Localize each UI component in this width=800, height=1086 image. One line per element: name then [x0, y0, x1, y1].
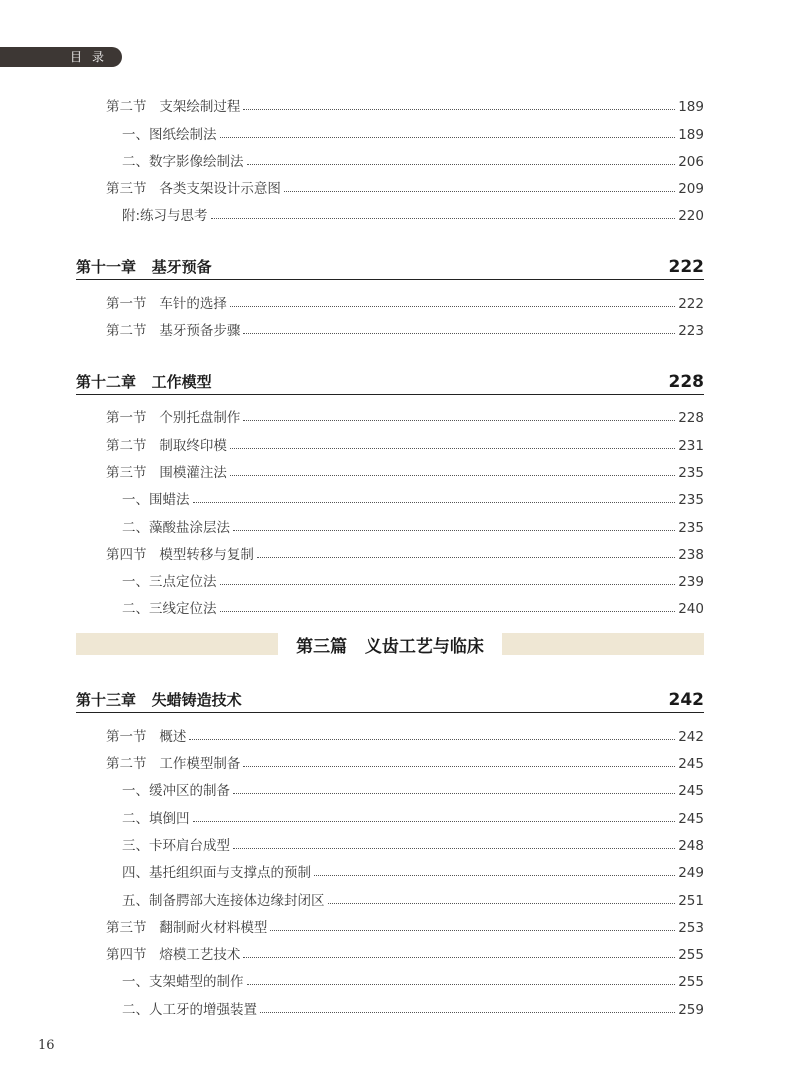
dot-leader: [243, 957, 675, 958]
toc-entry-sub[interactable]: [76, 481, 704, 508]
dot-leader: [233, 848, 675, 849]
table-of-contents: [76, 88, 704, 1018]
entry-title: 二、人工牙的增强装置: [122, 1001, 257, 1018]
banner-bar-right: [502, 633, 704, 655]
chapter-title: 第十二章 工作模型: [76, 373, 212, 392]
dot-leader: [284, 191, 675, 192]
dot-leader: [233, 530, 675, 531]
toc-entry-sub[interactable]: [76, 772, 704, 799]
dot-leader: [193, 502, 676, 503]
entry-page: 249: [678, 865, 704, 882]
entry-title: 第四节 熔模工艺技术: [106, 947, 241, 964]
toc-chapter[interactable]: [76, 236, 704, 280]
entry-title: 四、基托组织面与支撑点的预制: [122, 865, 311, 882]
entry-page: 245: [678, 756, 704, 773]
toc-entry-sub[interactable]: [76, 990, 704, 1017]
entry-title: 一、围蜡法: [122, 492, 190, 509]
entry-title: 一、图纸绘制法: [122, 126, 217, 143]
chapter-page: 228: [668, 372, 704, 393]
dot-leader: [189, 739, 675, 740]
entry-page: 259: [678, 1001, 704, 1018]
dot-leader: [260, 1012, 675, 1013]
dot-leader: [257, 557, 675, 558]
toc-entry-section[interactable]: [76, 399, 704, 426]
entry-title: 一、支架蜡型的制作: [122, 974, 244, 991]
dot-leader: [243, 420, 675, 421]
toc-chapter[interactable]: [76, 669, 704, 713]
toc-entry-section[interactable]: [76, 454, 704, 481]
entry-page: 209: [678, 181, 704, 198]
entry-title: 第一节 个别托盘制作: [106, 410, 241, 427]
entry-page: 189: [678, 99, 704, 116]
chapter-title: 第十一章 基牙预备: [76, 258, 212, 277]
dot-leader: [193, 821, 676, 822]
entry-title: 附:练习与思考: [122, 208, 208, 225]
entry-title: 二、数字影像绘制法: [122, 153, 244, 170]
entry-title: 一、三点定位法: [122, 574, 217, 591]
toc-entry-sub[interactable]: [76, 143, 704, 170]
toc-entry-sub[interactable]: [76, 590, 704, 617]
toc-entry-section[interactable]: [76, 284, 704, 311]
entry-title: 第三节 围模灌注法: [106, 464, 227, 481]
toc-entry-sub[interactable]: [76, 854, 704, 881]
entry-page: 220: [678, 208, 704, 225]
toc-entry-section[interactable]: [76, 909, 704, 936]
dot-leader: [243, 109, 675, 110]
entry-page: 251: [678, 892, 704, 909]
toc-entry-section[interactable]: [76, 936, 704, 963]
entry-title: 第一节 概述: [106, 728, 187, 745]
entry-page: 235: [678, 519, 704, 536]
entry-page: 189: [678, 126, 704, 143]
entry-title: 第二节 工作模型制备: [106, 756, 241, 773]
entry-page: 253: [678, 919, 704, 936]
toc-entry-section[interactable]: [76, 426, 704, 453]
toc-entry-sub[interactable]: [76, 508, 704, 535]
entry-title: 一、缓冲区的制备: [122, 783, 230, 800]
part-title: 第三篇 义齿工艺与临床: [296, 636, 484, 657]
dot-leader: [220, 611, 676, 612]
entry-page: 223: [678, 323, 704, 340]
dot-leader: [314, 875, 675, 876]
entry-title: 第二节 基牙预备步骤: [106, 323, 241, 340]
toc-entry-sub[interactable]: [76, 881, 704, 908]
toc-entry-section[interactable]: [76, 88, 704, 115]
dot-leader: [328, 903, 676, 904]
entry-page: 248: [678, 837, 704, 854]
dot-leader: [247, 164, 676, 165]
entry-title: 第二节 支架绘制过程: [106, 99, 241, 116]
toc-entry-sub[interactable]: [76, 563, 704, 590]
toc-entry-sub[interactable]: [76, 799, 704, 826]
toc-chapter[interactable]: [76, 351, 704, 395]
toc-entry-note[interactable]: [76, 197, 704, 224]
toc-entry-section[interactable]: [76, 536, 704, 563]
entry-page: 242: [678, 728, 704, 745]
entry-title: 第一节 车针的选择: [106, 295, 227, 312]
toc-entry-sub[interactable]: [76, 827, 704, 854]
page-number: 16: [38, 1038, 55, 1053]
entry-page: 239: [678, 574, 704, 591]
dot-leader: [243, 333, 675, 334]
dot-leader: [230, 306, 675, 307]
dot-leader: [270, 930, 675, 931]
chapter-title: 第十三章 失蜡铸造技术: [76, 691, 242, 710]
entry-title: 二、三线定位法: [122, 601, 217, 618]
entry-page: 238: [678, 546, 704, 563]
entry-page: 231: [678, 437, 704, 454]
entry-title: 第三节 各类支架设计示意图: [106, 181, 281, 198]
banner-bar-left: [76, 633, 278, 655]
entry-title: 第二节 制取终印模: [106, 437, 227, 454]
entry-title: 第四节 模型转移与复制: [106, 546, 254, 563]
toc-entry-section[interactable]: [76, 312, 704, 339]
entry-title: 二、藻酸盐涂层法: [122, 519, 230, 536]
dot-leader: [211, 218, 676, 219]
entry-title: 第三节 翻制耐火材料模型: [106, 919, 268, 936]
entry-page: 255: [678, 974, 704, 991]
dot-leader: [220, 137, 676, 138]
toc-entry-section[interactable]: [76, 717, 704, 744]
entry-page: 228: [678, 410, 704, 427]
header-tab: [0, 47, 122, 67]
dot-leader: [247, 984, 676, 985]
entry-page: 245: [678, 783, 704, 800]
dot-leader: [243, 766, 675, 767]
entry-page: 240: [678, 601, 704, 618]
entry-title: 五、制备腭部大连接体边缘封闭区: [122, 892, 325, 909]
toc-entry-section[interactable]: [76, 745, 704, 772]
header-title: 目录: [70, 50, 115, 64]
entry-page: 222: [678, 295, 704, 312]
entry-page: 255: [678, 947, 704, 964]
entry-page: 235: [678, 492, 704, 509]
toc-entry-sub[interactable]: [76, 963, 704, 990]
entry-page: 235: [678, 464, 704, 481]
toc-part-banner: [76, 631, 704, 657]
entry-title: 三、卡环肩台成型: [122, 837, 230, 854]
chapter-page: 222: [668, 257, 704, 278]
chapter-page: 242: [668, 690, 704, 711]
dot-leader: [230, 448, 675, 449]
toc-entry-section[interactable]: [76, 170, 704, 197]
entry-page: 245: [678, 810, 704, 827]
entry-page: 206: [678, 153, 704, 170]
dot-leader: [220, 584, 676, 585]
dot-leader: [233, 793, 675, 794]
toc-entry-sub[interactable]: [76, 115, 704, 142]
entry-title: 二、填倒凹: [122, 810, 190, 827]
dot-leader: [230, 475, 675, 476]
